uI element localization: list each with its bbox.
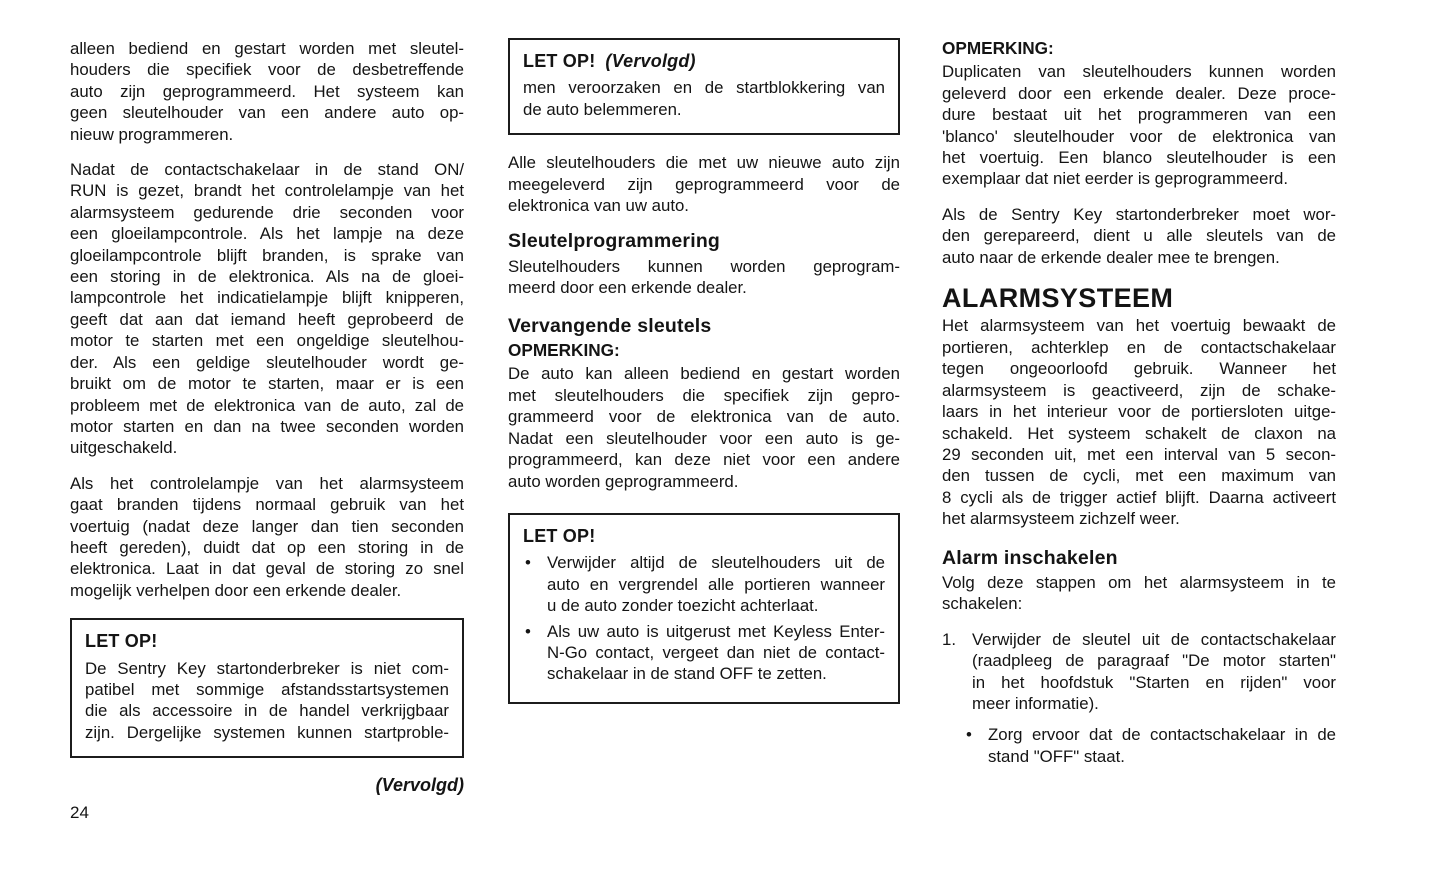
text-line: Nadat een sleutelhouder voor een auto is ge- [508, 428, 900, 448]
bullet-text [547, 552, 885, 616]
text-line: Als uw auto is uitgerust met Keyless Enter- [547, 621, 885, 641]
text-line: Nadat de contactschakelaar in de stand ON/ [70, 160, 464, 180]
text-line: mogelijk verhelpen door een erkende dealer. [70, 580, 402, 600]
text-line: elektronica. Laat in dat geval de storing zo snel [70, 559, 464, 579]
text-line: stand "OFF" staat. [988, 746, 1125, 766]
column-3 [942, 38, 1336, 823]
list-item-text [972, 629, 1336, 715]
caution-label: LET OP! [85, 631, 158, 652]
text-line: zijn. Dergelijke systemen kunnen startproble- [85, 722, 449, 742]
text-line: auto worden geprogrammeerd. [508, 471, 739, 491]
paragraph [70, 159, 464, 459]
bullet-item [964, 724, 1336, 767]
paragraph [508, 256, 900, 299]
text-line: Duplicaten van sleutelhouders kunnen worden [942, 62, 1336, 82]
text-line: men veroorzaken en de startblokkering van [523, 78, 885, 98]
bullet-item [523, 552, 885, 616]
text-line: grammeerd voor de elektronica van de auto. [508, 407, 900, 427]
text-line: uitgeschakeld. [70, 438, 178, 458]
text-line: den tussen de cycli, met een maximum van [942, 466, 1336, 486]
text-line: nieuw programmeren. [70, 124, 234, 144]
bullet-text [547, 621, 885, 685]
text-line: gloeilampcontrole blijft branden, is sprake van [70, 245, 464, 265]
text-line: den gerepareerd, dient u alle sleutels van de [942, 226, 1336, 246]
column-2 [508, 38, 900, 823]
text-line: voertuig (nadat deze langer dan tien seconden [70, 516, 464, 536]
list-number: 1. [942, 629, 956, 649]
text-line: geen sleutelhouder van een andere auto op- [70, 103, 464, 123]
text-line: houders die specifiek voor de desbetreffende [70, 60, 464, 80]
section-heading-key-programming: Sleutelprogrammering [508, 230, 721, 253]
text-line: 8 cycli als de trigger actief blijft. Daarna activeert [942, 487, 1336, 507]
text-line: gaat branden tijdens normaal gebruik van het [70, 495, 464, 515]
text-line: auto en vergrendel alle portieren wanneer [547, 574, 885, 594]
text-line: alarmsysteem gedurende drie seconden voor [70, 202, 464, 222]
section-heading-arm-alarm: Alarm inschakelen [942, 546, 1118, 569]
caution-box-body [85, 658, 449, 744]
text-line: alarmsysteem is geactiveerd, zijn de schake- [942, 380, 1336, 400]
text-line: Als het controlelampje van het alarmsysteem [70, 473, 464, 493]
text-line: elektronica van uw auto. [508, 196, 689, 216]
text-line: Sleutelhouders kunnen worden geprogram- [508, 256, 900, 276]
text-line: bruikt om de motor te starten, maar er is een [70, 374, 464, 394]
text-line: Volg deze stappen om het alarmsysteem in te [942, 572, 1336, 592]
continued-note: (Vervolgd) [375, 775, 464, 796]
text-line: met sleutelhouders die specifiek zijn gepro- [508, 385, 900, 405]
text-line: Zorg ervoor dat de contactschakelaar in de [988, 725, 1336, 745]
text-line: Als de Sentry Key startonderbreker moet wor- [942, 204, 1336, 224]
text-line: het voertuig. Een blanco sleutelhouder is een [942, 148, 1336, 168]
text-line: 29 seconden uit, met een interval van 5 secon- [942, 444, 1336, 464]
paragraph [942, 572, 1336, 615]
text-line: schakeld. Het systeem schakelt de claxon na [942, 423, 1336, 443]
column-1 [70, 38, 464, 823]
text-line: geleverd door een erkende dealer. Deze proce- [942, 83, 1336, 103]
text-line: u de auto zonder toezicht achterlaat. [547, 596, 819, 616]
text-line: 'blanco' sleutelhouder voor de elektronica van [942, 126, 1336, 146]
bullet-text [988, 724, 1336, 767]
text-line: laars in het interieur voor de portiersloten uitge- [942, 402, 1336, 422]
text-line: Alle sleutelhouders die met uw nieuwe auto zijn [508, 153, 900, 173]
text-line: in het hoofdstuk "Starten en rijden" voor [972, 672, 1336, 692]
text-line: schakelaar in de stand OFF te zetten. [547, 664, 827, 684]
text-line: het alarmsysteem zichzelf weer. [942, 509, 1180, 529]
chapter-heading-alarm-system: ALARMSYSTEEM [942, 283, 1174, 314]
text-line: een gloeilampcontrole. Als het lampje na deze [70, 224, 464, 244]
text-line: alleen bediend en gestart worden met sleutel- [70, 39, 464, 58]
paragraph [942, 204, 1336, 268]
caution-box [70, 618, 464, 758]
text-line: schakelen: [942, 594, 1023, 614]
caution-box-title [85, 631, 449, 652]
text-line: de auto belemmeren. [523, 99, 682, 119]
text-line: auto naar de erkende dealer mee te brengen. [942, 247, 1280, 267]
paragraph [70, 473, 464, 601]
bullet-icon: • [525, 553, 531, 573]
note-label: OPMERKING: [942, 38, 1054, 58]
text-line: heeft gereden), duidt dat op een storing in de [70, 537, 464, 557]
text-line: RUN is gezet, brandt het controlelampje van het [70, 181, 464, 201]
paragraph [70, 38, 464, 145]
paragraph [508, 152, 900, 216]
text-line: probleem met de elektronica van de auto, zal de [70, 395, 464, 415]
paragraph [508, 363, 900, 491]
text-line: geeft dat aan dat iemand heeft geprobeerd de [70, 309, 464, 329]
numbered-list-item [942, 629, 1336, 715]
text-line: lampcontrole het indicatielampje blijft knipperen, [70, 288, 464, 308]
note-label: OPMERKING: [508, 340, 620, 361]
text-line: motor te starten met een ongeldige sleutelhou- [70, 331, 464, 351]
text-line: exemplaar dat niet eerder is geprogrammeerd. [942, 169, 1289, 189]
caution-box-title [523, 51, 885, 72]
text-line: dure bestaat uit het programmeren van een [942, 105, 1336, 125]
text-line: Verwijder de sleutel uit de contactschakelaar [972, 629, 1336, 649]
bullet-item [523, 621, 885, 685]
text-line: De Sentry Key startonderbreker is niet com- [85, 658, 449, 678]
text-line: Verwijder altijd de sleutelhouders uit de [547, 553, 885, 573]
text-line: meerd door een erkende dealer. [508, 278, 747, 298]
text-line: Het alarmsysteem van het voertuig bewaakt de [942, 316, 1336, 336]
text-line: portieren, achterklep en de contactschakelaar [942, 337, 1336, 357]
caution-box-continued [508, 38, 900, 135]
text-line: tegen ongeoorloofd gebruik. Wanneer het [942, 359, 1336, 379]
text-line: (raadpleeg de paragraaf "De motor starten" [972, 651, 1336, 671]
text-line: N-Go contact, vergeet dan niet de contact- [547, 642, 885, 662]
caution-box-bullets [508, 513, 900, 704]
text-line: meer informatie). [972, 693, 1099, 713]
caution-label: LET OP! [523, 525, 596, 546]
text-line: auto zijn geprogrammeerd. Het systeem kan [70, 81, 464, 101]
text-line: patibel met sommige afstandsstartsystemen [85, 679, 449, 699]
paragraph [942, 315, 1336, 529]
caution-label: LET OP! [523, 51, 596, 71]
caution-box-title [523, 526, 885, 547]
text-line: motor starten en dan na twee seconden worden [70, 416, 464, 436]
caution-box-body [523, 77, 885, 120]
bullet-icon: • [525, 621, 531, 641]
caution-continued-label: (Vervolgd) [605, 51, 696, 71]
section-heading-replacement-keys: Vervangende sleutels [508, 314, 712, 337]
text-line: De auto kan alleen bediend en gestart worden [508, 364, 900, 384]
text-line: die als accessoire in de handel verkrijgbaar [85, 701, 449, 721]
text-line: een storing in de elektronica. Als na de gloei- [70, 267, 464, 287]
text-line: der. Als een geldige sleutelhouder wordt ge- [70, 352, 464, 372]
text-line: meegeleverd zijn geprogrammeerd voor de [508, 174, 900, 194]
paragraph [942, 61, 1336, 189]
bullet-icon: • [966, 725, 972, 745]
text-line: programmeerd, kan deze niet voor een andere [508, 450, 900, 470]
page-number: 24 [70, 802, 89, 822]
